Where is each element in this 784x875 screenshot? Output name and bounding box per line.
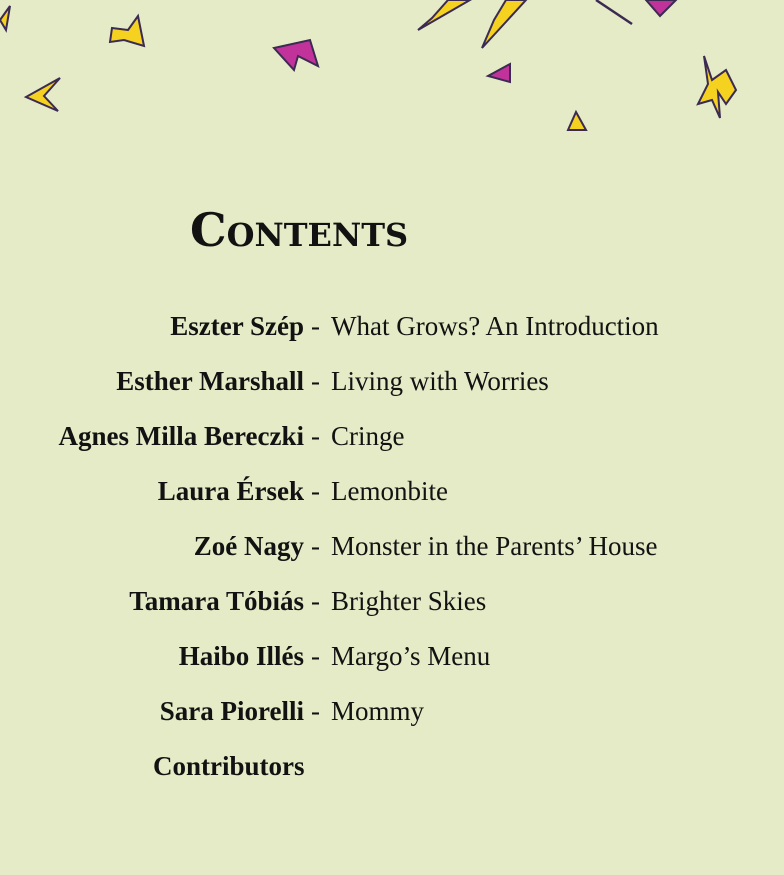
- toc-work-title: Mommy: [331, 696, 425, 726]
- toc-author: Tamara Tóbiás: [129, 586, 304, 616]
- toc-separator: -: [311, 696, 320, 726]
- toc-work-title: What Grows? An Introduction: [331, 311, 659, 341]
- toc-separator: -: [311, 531, 320, 561]
- toc-entry[interactable]: [0, 685, 784, 740]
- magenta-shard-icon: [646, 0, 676, 16]
- toc-entry[interactable]: [0, 410, 784, 465]
- toc-author: Eszter Szép: [170, 311, 304, 341]
- decorative-shards-illustration: [0, 0, 784, 150]
- page-title: Contents: [190, 203, 409, 257]
- outline-line-icon: [596, 0, 632, 24]
- yellow-shard-icon: [26, 78, 60, 111]
- toc-separator: -: [311, 366, 320, 396]
- yellow-shard-icon: [482, 0, 526, 48]
- magenta-shard-icon: [274, 40, 318, 70]
- yellow-shard-icon: [110, 16, 144, 46]
- toc-work-title: Living with Worries: [331, 366, 549, 396]
- toc-separator: -: [311, 641, 320, 671]
- toc-entry[interactable]: [0, 465, 784, 520]
- toc-author: Esther Marshall: [116, 366, 304, 396]
- toc-entry[interactable]: [0, 520, 784, 575]
- lightning-bolt-icon: [698, 56, 736, 118]
- toc-entry[interactable]: [0, 355, 784, 410]
- toc-work-title: Monster in the Parents’ House: [331, 531, 658, 561]
- toc-contributors-entry[interactable]: Contributors: [153, 751, 305, 781]
- toc-work-title: Cringe: [331, 421, 405, 451]
- toc-separator: -: [311, 421, 320, 451]
- toc-entry[interactable]: [0, 630, 784, 685]
- toc-author: Zoé Nagy: [193, 531, 304, 561]
- toc-author: Laura Érsek: [157, 476, 304, 506]
- toc-work-title: Brighter Skies: [331, 586, 487, 616]
- toc-separator: -: [311, 311, 320, 341]
- yellow-shard-icon: [0, 6, 10, 30]
- magenta-shard-icon: [488, 64, 510, 82]
- toc-entry[interactable]: [0, 300, 784, 355]
- toc-work-title: Margo’s Menu: [331, 641, 491, 671]
- toc-separator: -: [311, 586, 320, 616]
- yellow-shard-icon: [568, 112, 586, 130]
- toc-separator: -: [311, 476, 320, 506]
- toc-author: Sara Piorelli: [159, 696, 304, 726]
- toc-entry[interactable]: [0, 575, 784, 630]
- toc-author: Agnes Milla Bereczki: [58, 421, 304, 451]
- toc-work-title: Lemonbite: [331, 476, 448, 506]
- yellow-shard-icon: [418, 0, 470, 30]
- toc-author: Haibo Illés: [178, 641, 304, 671]
